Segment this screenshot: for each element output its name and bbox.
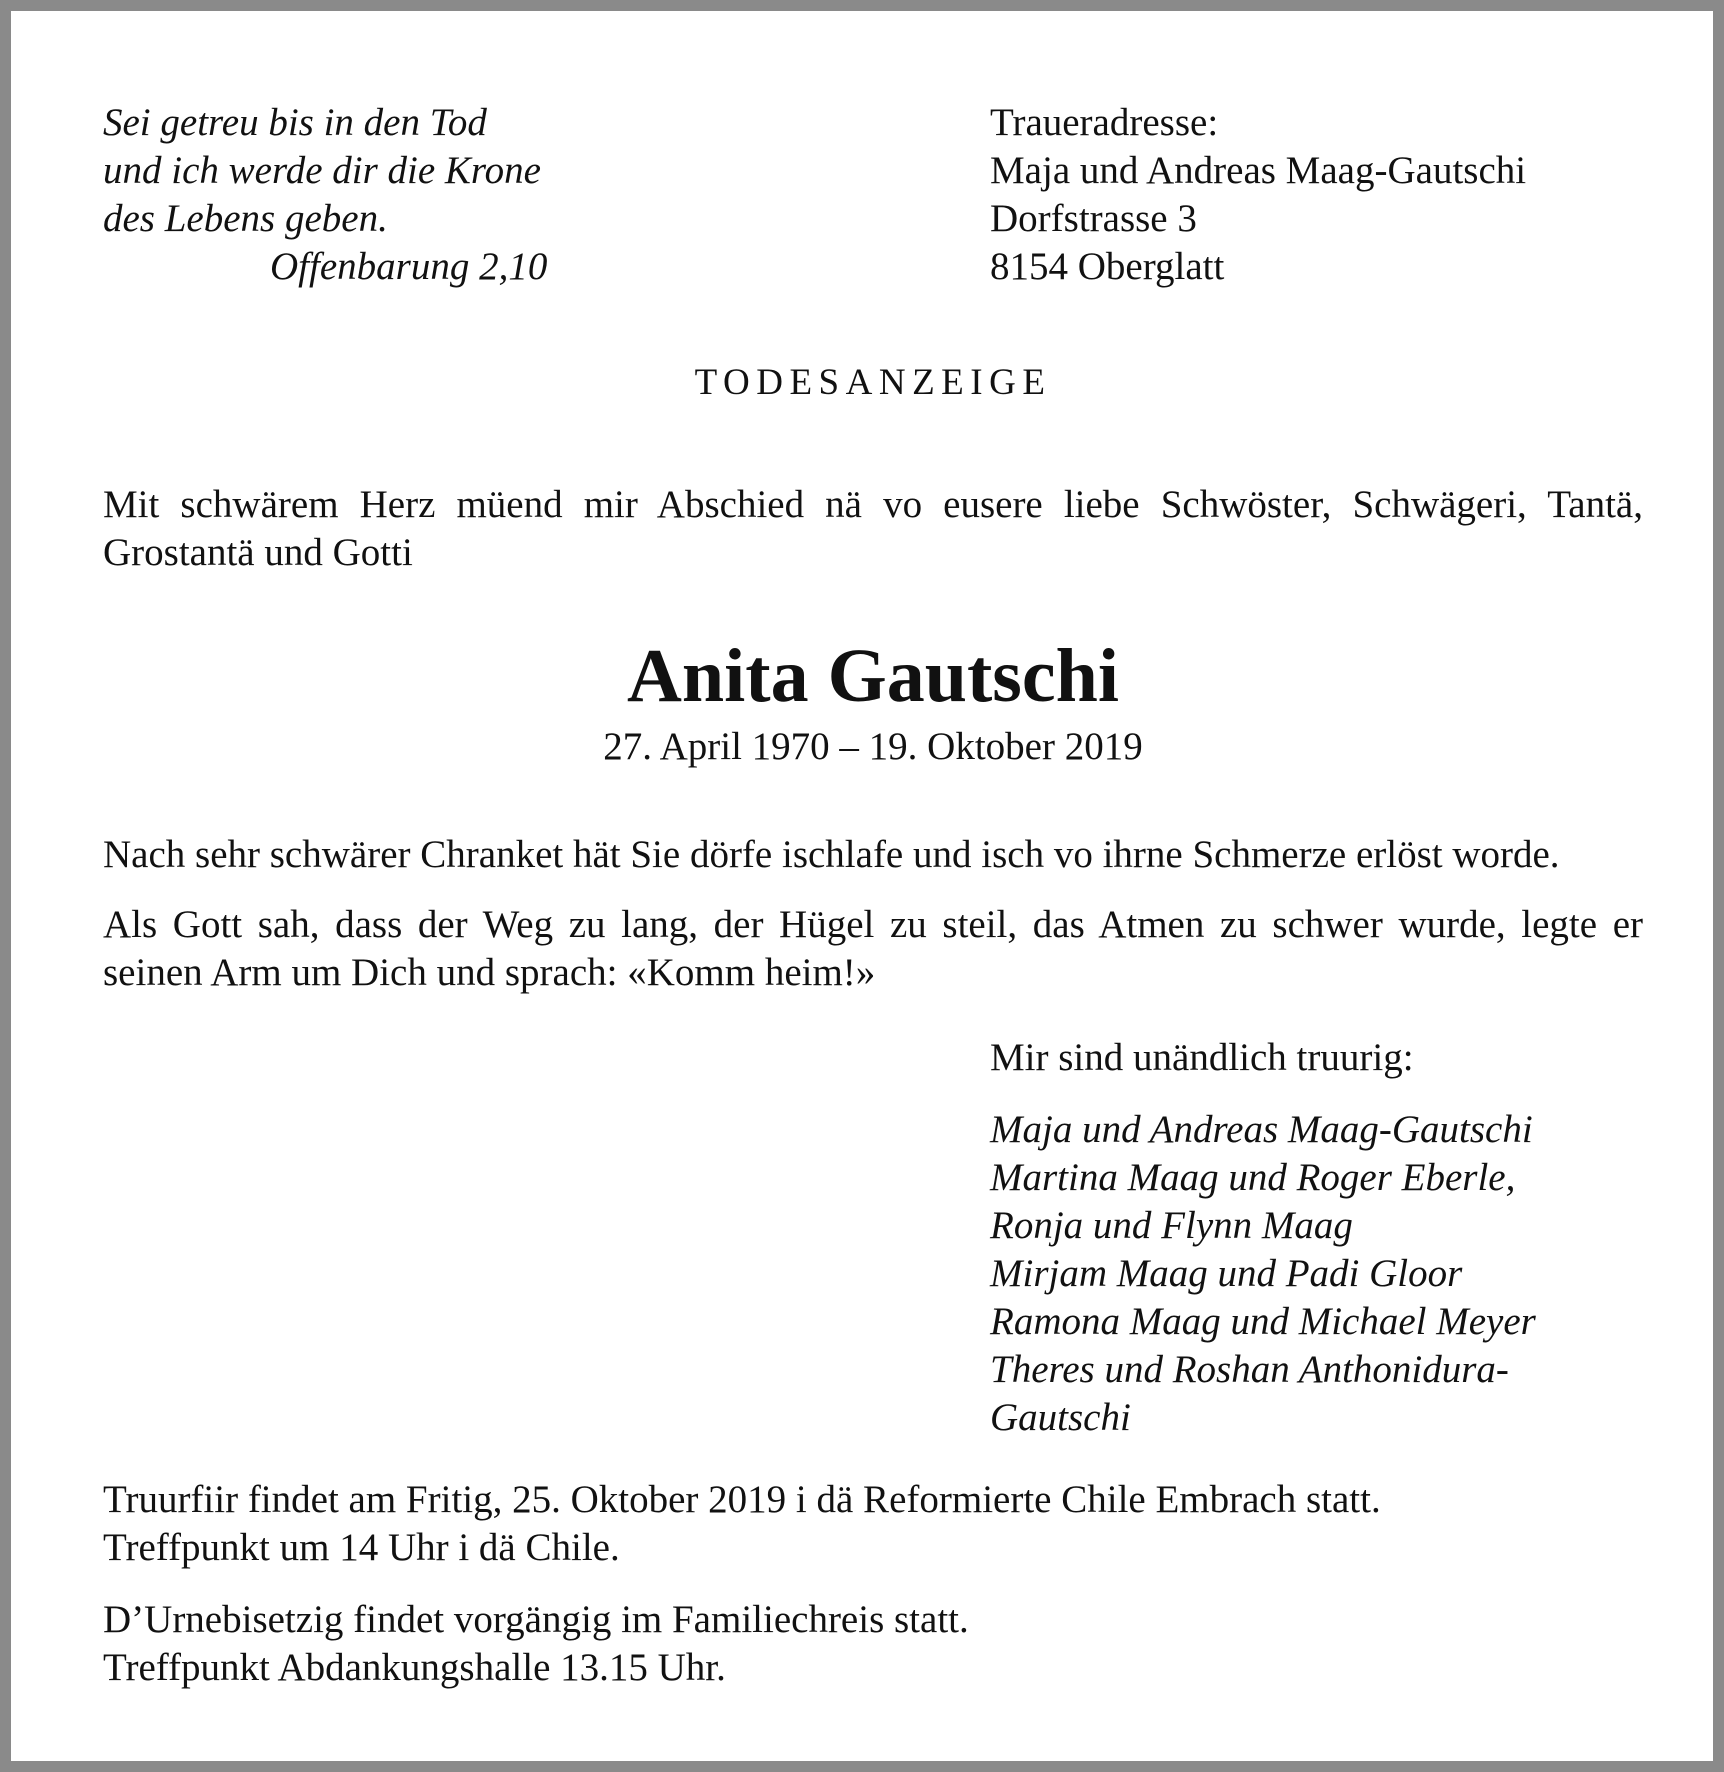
deceased-name: Anita Gautschi bbox=[627, 634, 1119, 718]
intro-line-2: Grostantä und Gotti bbox=[103, 531, 413, 574]
mourner-name: Ramona Maag und Michael Meyer bbox=[990, 1300, 1536, 1343]
poem-paragraph bbox=[103, 901, 1643, 997]
mourners-intro: Mir sind unändlich truurig: bbox=[990, 1036, 1414, 1079]
mourner-name: Martina Maag und Roger Eberle, bbox=[990, 1156, 1516, 1199]
urn-burial-info bbox=[103, 1596, 969, 1692]
mourner-name: Ronja und Flynn Maag bbox=[990, 1204, 1353, 1247]
intro-line-1: Mit schwärem Herz müend mir Abschied nä vo eusere liebe Schwöster, Schwägeri, Tantä, bbox=[103, 483, 1643, 526]
address-name: Maja und Andreas Maag-Gautschi bbox=[990, 149, 1527, 192]
service-line-1: Truurfiir findet am Fritig, 25. Oktober 2019 i dä Reformierte Chile Embrach statt. bbox=[103, 1478, 1381, 1521]
quote-line-2: und ich werde dir die Krone bbox=[103, 149, 541, 192]
mourner-name: Gautschi bbox=[990, 1396, 1131, 1439]
notice-heading: TODESANZEIGE bbox=[694, 362, 1052, 403]
life-dates: 27. April 1970 – 19. Oktober 2019 bbox=[603, 725, 1143, 768]
quote-reference: Offenbarung 2,10 bbox=[270, 245, 548, 288]
poem-line-1: Als Gott sah, dass der Weg zu lang, der Hügel zu steil, das Atmen zu schwer wurde, legte er bbox=[103, 903, 1643, 946]
illness-paragraph bbox=[103, 831, 1560, 879]
quote-line-3: des Lebens geben. bbox=[103, 197, 388, 240]
mourner-name: Theres und Roshan Anthonidura- bbox=[990, 1348, 1509, 1391]
urn-line-1: D’Urnebisetzig findet vorgängig im Familiechreis statt. bbox=[103, 1598, 969, 1641]
mourning-address bbox=[990, 99, 1526, 291]
address-city: 8154 Oberglatt bbox=[990, 245, 1225, 288]
service-line-2: Treffpunkt um 14 Uhr i dä Chile. bbox=[103, 1526, 620, 1569]
illness-line: Nach sehr schwärer Chranket hät Sie dörfe ischlafe und isch vo ihrne Schmerze erlöst worde. bbox=[103, 833, 1560, 876]
urn-line-2: Treffpunkt Abdankungshalle 13.15 Uhr. bbox=[103, 1646, 726, 1689]
funeral-service-info bbox=[103, 1476, 1381, 1572]
mourner-name: Maja und Andreas Maag-Gautschi bbox=[990, 1108, 1533, 1151]
intro-text bbox=[103, 481, 1643, 577]
poem-line-2: seinen Arm um Dich und sprach: «Komm heim!» bbox=[103, 951, 876, 994]
mourner-name: Mirjam Maag und Padi Gloor bbox=[990, 1252, 1463, 1295]
bible-quote bbox=[103, 99, 547, 291]
address-street: Dorfstrasse 3 bbox=[990, 197, 1197, 240]
quote-line-1: Sei getreu bis in den Tod bbox=[103, 101, 487, 144]
address-label: Traueradresse: bbox=[990, 101, 1219, 144]
mourners-list bbox=[990, 1106, 1536, 1442]
